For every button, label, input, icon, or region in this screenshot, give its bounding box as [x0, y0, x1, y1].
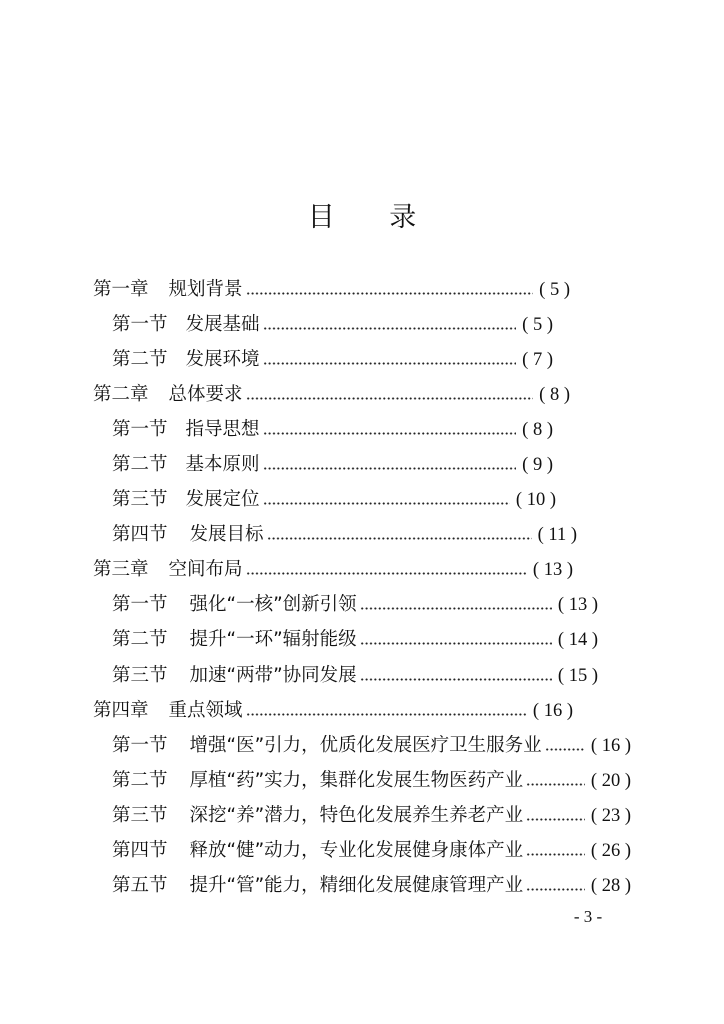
toc-section-entry [112, 763, 631, 798]
toc-leader-dots [263, 429, 517, 435]
toc-page-ref: ( 16 ) [590, 735, 631, 756]
toc-entry-title: 发展定位 [185, 489, 260, 511]
toc-leader-dots [526, 850, 585, 856]
toc-leader-dots [246, 710, 527, 716]
toc-entry-number: 第二节 [112, 348, 168, 370]
toc-entry-number: 第一节 [112, 313, 168, 335]
toc-leader-dots [526, 780, 585, 786]
toc-section-entry [112, 622, 598, 657]
toc-leader-dots [263, 464, 517, 470]
toc-chapter-entry [93, 377, 570, 412]
toc-entry-number: 第一节 [112, 594, 168, 616]
toc-entry-title: 提升“管”能力，精细化发展健康管理产业 [189, 875, 524, 897]
toc-page-ref: ( 26 ) [590, 841, 631, 861]
toc-entry-number: 第三节 [112, 664, 168, 686]
toc-page-ref: ( 8 ) [522, 419, 553, 440]
toc-page-ref: ( 11 ) [537, 525, 577, 546]
toc-entry-number: 第四节 [112, 840, 168, 861]
toc-page-ref: ( 23 ) [590, 805, 631, 826]
toc-section-entry [112, 342, 553, 377]
toc-page-ref: ( 8 ) [539, 384, 570, 405]
toc-leader-dots [360, 639, 552, 645]
toc-entry-number: 第二节 [112, 629, 168, 651]
toc-entry-title: 重点领域 [168, 699, 243, 721]
toc-section-entry [112, 833, 631, 868]
toc-section-entry [112, 482, 556, 517]
toc-page-ref: ( 14 ) [557, 630, 598, 651]
toc-entry-number: 第三节 [112, 489, 168, 511]
page-number: - 3 - [573, 907, 603, 926]
toc-entry-title: 厚植“药”实力，集群化发展生物医药产业 [189, 769, 524, 791]
toc-leader-dots [526, 815, 585, 821]
toc-section-entry [112, 868, 631, 903]
toc-entry-number: 第三章 [93, 559, 149, 581]
toc-entry-number: 第一节 [112, 734, 168, 756]
toc-leader-dots [267, 534, 532, 540]
toc-leader-dots [360, 604, 552, 610]
toc-entry-title: 指导思想 [185, 418, 260, 440]
toc-page-ref: ( 9 ) [522, 454, 553, 475]
toc-page-ref: ( 28 ) [590, 876, 631, 897]
toc-leader-dots [263, 499, 510, 505]
toc-leader-dots [360, 675, 552, 681]
toc-heading: 目 录 [307, 202, 417, 233]
toc-entry-number: 第四章 [93, 699, 149, 721]
toc-chapter-entry [93, 552, 573, 587]
toc-section-entry [112, 587, 598, 622]
toc-page-ref: ( 13 ) [532, 560, 573, 581]
toc-entry-number: 第一章 [93, 278, 149, 300]
toc-leader-dots [246, 289, 534, 295]
table-of-contents [0, 272, 724, 904]
toc-page-ref: ( 5 ) [522, 314, 553, 335]
toc-page-ref: ( 15 ) [557, 665, 598, 686]
toc-entry-number: 第一节 [112, 418, 168, 440]
toc-entry-title: 发展环境 [185, 348, 260, 370]
toc-leader-dots [246, 394, 534, 400]
toc-leader-dots [263, 324, 517, 330]
toc-entry-title: 空间布局 [168, 559, 243, 581]
toc-entry-title: 发展基础 [185, 313, 260, 335]
toc-entry-number: 第二章 [93, 383, 149, 405]
toc-section-entry [112, 412, 553, 447]
toc-page-ref: ( 13 ) [557, 595, 598, 616]
toc-section-entry [112, 798, 631, 833]
toc-entry-title: 提升“一环”辐射能级 [189, 629, 357, 651]
toc-page-ref: ( 16 ) [532, 700, 573, 721]
toc-page-ref: ( 5 ) [539, 279, 570, 300]
toc-entry-number: 第二节 [112, 769, 168, 791]
toc-page-ref: ( 10 ) [515, 490, 556, 511]
toc-section-entry [112, 658, 598, 693]
toc-entry-title: 发展目标 [189, 524, 264, 546]
toc-chapter-entry [93, 693, 573, 728]
toc-entry-number: 第五节 [112, 875, 168, 897]
toc-entry-number: 第二节 [112, 453, 168, 475]
toc-section-entry [112, 447, 553, 482]
toc-entry-number: 第三节 [112, 804, 168, 826]
toc-leader-dots [526, 885, 585, 891]
toc-section-entry [112, 307, 553, 342]
toc-section-entry [112, 728, 631, 763]
toc-chapter-entry [93, 272, 570, 307]
toc-entry-title: 总体要求 [168, 383, 243, 405]
toc-entry-title: 规划背景 [168, 278, 243, 300]
toc-leader-dots [263, 359, 517, 365]
toc-entry-title: 强化“一核”创新引领 [189, 594, 357, 616]
toc-entry-number: 第四节 [112, 524, 168, 546]
toc-entry-title: 增强“医”引力，优质化发展医疗卫生服务业 [189, 734, 542, 756]
toc-entry-title: 深挖“养”潜力，特色化发展养生养老产业 [189, 804, 524, 826]
toc-leader-dots [545, 745, 585, 751]
toc-entry-title: 释放“健”动力，专业化发展健身康体产业 [189, 840, 524, 861]
toc-leader-dots [246, 569, 527, 575]
toc-page-ref: ( 20 ) [590, 770, 631, 791]
toc-section-entry [112, 517, 577, 552]
toc-entry-title: 加速“两带”协同发展 [189, 664, 357, 686]
toc-entry-title: 基本原则 [185, 453, 260, 475]
toc-page-ref: ( 7 ) [522, 349, 553, 370]
